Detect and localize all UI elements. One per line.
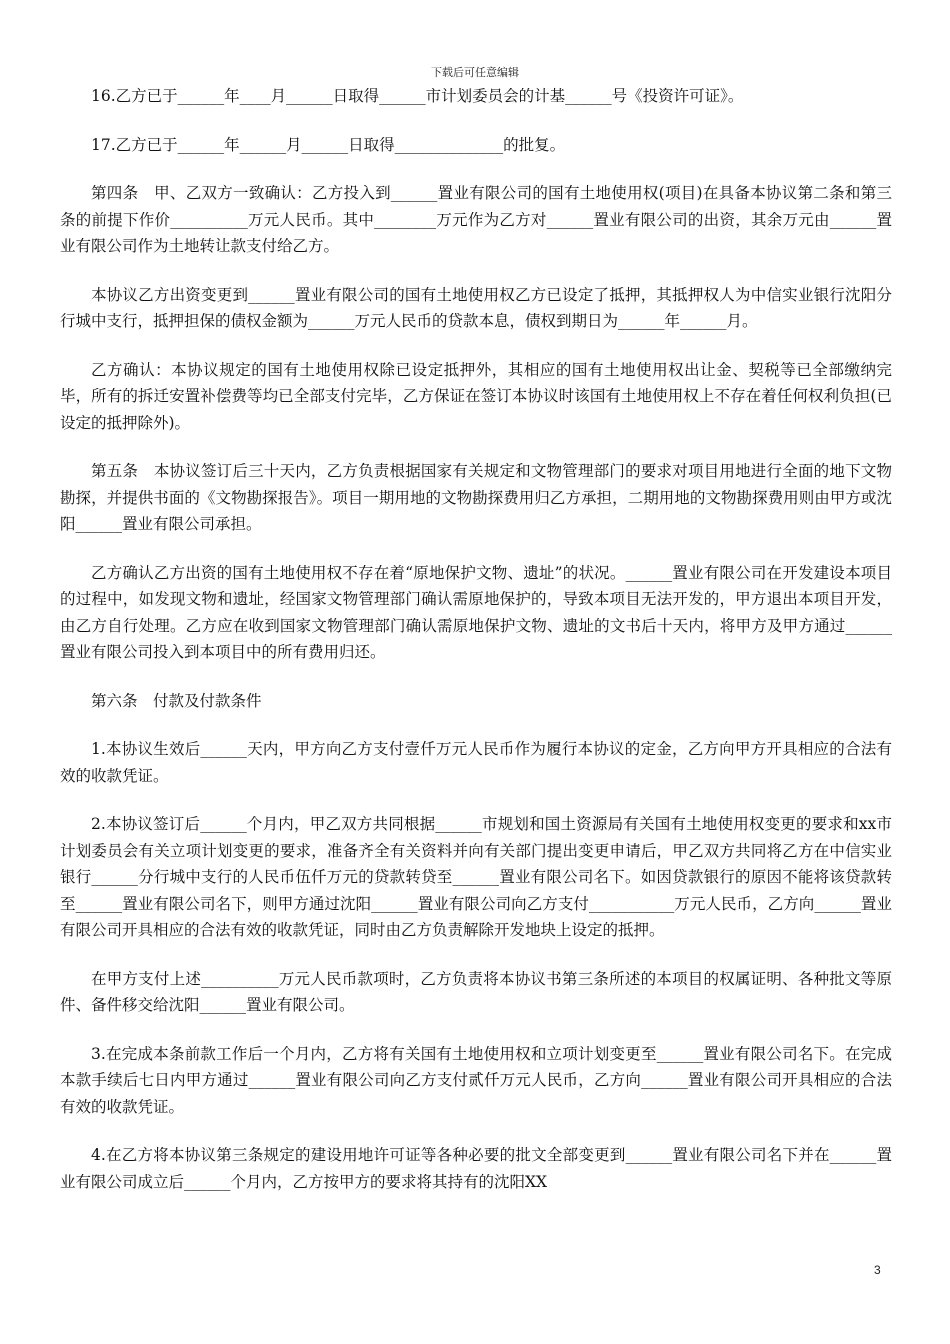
paragraph-payment-4: 4.在乙方将本协议第三条规定的建设用地许可证等各种必要的批文全部变更到______置业有限公司名下并在______置业有限公司成立后______个月内，乙方按甲方的要求将其持有的沈阳XX (60, 1146, 892, 1191)
paragraph-payment-1: 1.本协议生效后______天内，甲方向乙方支付壹仟万元人民币作为履行本协议的定金，乙方向甲方开具相应的合法有效的收款凭证。 (60, 740, 892, 785)
paragraph-payment-2: 2.本协议签订后______个月内，甲乙双方共同根据______市规划和国土资源局有关国有土地使用权变更的要求和xx市计划委员会有关立项计划变更的要求，准备齐全有关资料并向有关部门提出变更申请后，甲乙双方共同将乙方在中信实业银行______分行城中支行的人民币伍仟万元的贷款转贷至______置业有限公司名下。如因贷款银行的原因不能将该贷款转至______置业有限公司名下，则甲方通过沈阳______置业有限公司向乙方支付___________万元人民币，乙方向______置业有限公司开具相应的合法有效的收款凭证，同时由乙方负责解除开发地块上设定的抵押。 (60, 815, 892, 939)
paragraph-article-5: 第五条 本协议签订后三十天内，乙方负责根据国家有关规定和文物管理部门的要求对项目用地进行全面的地下文物勘探，并提供书面的《文物勘探报告》。项目一期用地的文物勘探费用归乙方承担，二期用地的文物勘探费用则由甲方或沈阳______置业有限公司承担。 (60, 462, 892, 533)
paragraph-article-6-heading: 第六条 付款及付款条件 (91, 691, 262, 710)
page-header: 下载后可任意编辑 (431, 66, 519, 79)
paragraph-article-4: 第四条 甲、乙双方一致确认：乙方投入到______置业有限公司的国有土地使用权(项目)在具备本协议第二条和第三条的前提下作价__________万元人民币。其中________万元作为乙方对______置业有限公司的出资，其余万元由______置业有限公司作为土地转让款支付给乙方。 (60, 184, 892, 255)
paragraph-clause-16: 16.乙方已于______年____月______日取得______市计划委员会的计基______号《投资许可证》。 (91, 87, 744, 105)
paragraph-clause-17: 17.乙方已于______年______月______日取得______________的批复。 (91, 135, 566, 154)
page-number: 3 (874, 1263, 881, 1277)
paragraph-payment-3: 3.在完成本条前款工作后一个月内，乙方将有关国有土地使用权和立项计划变更至______置业有限公司名下。在完成本款手续后七日内甲方通过______置业有限公司向乙方支付贰仟万元人民币，乙方向______置业有限公司开具相应的合法有效的收款凭证。 (60, 1044, 892, 1116)
paragraph-payment-handover: 在甲方支付上述__________万元人民币款项时，乙方负责将本协议书第三条所述的本项目的权属证明、各种批文等原件、备件移交给沈阳______置业有限公司。 (60, 969, 892, 1014)
paragraph-confirmation: 乙方确认：本协议规定的国有土地使用权除已设定抵押外，其相应的国有土地使用权出让金、契税等已全部缴纳完毕，所有的拆迁安置补偿费等均已全部支付完毕，乙方保证在签订本协议时该国有土地使用权上不存在着任何权利负担(已设定的抵押除外)。 (60, 360, 892, 432)
document-body (60, 83, 892, 1217)
paragraph-mortgage: 本协议乙方出资变更到______置业有限公司的国有土地使用权乙方已设定了抵押，其抵押权人为中信实业银行沈阳分行城中支行，抵押担保的债权金额为______万元人民币的贷款本息，债权到期日为______年______月。 (60, 285, 892, 330)
paragraph-relics: 乙方确认乙方出资的国有土地使用权不存在着“原地保护文物、遗址”的状况。______置业有限公司在开发建设本项目的过程中，如发现文物和遗址，经国家文物管理部门确认需原地保护的，导致本项目无法开发的，甲方退出本项目开发，由乙方自行处理。乙方应在收到国家文物管理部门确认需原地保护文物、遗址的文书后十天内，将甲方及甲方通过______置业有限公司投入到本项目中的所有费用归还。 (60, 563, 892, 661)
